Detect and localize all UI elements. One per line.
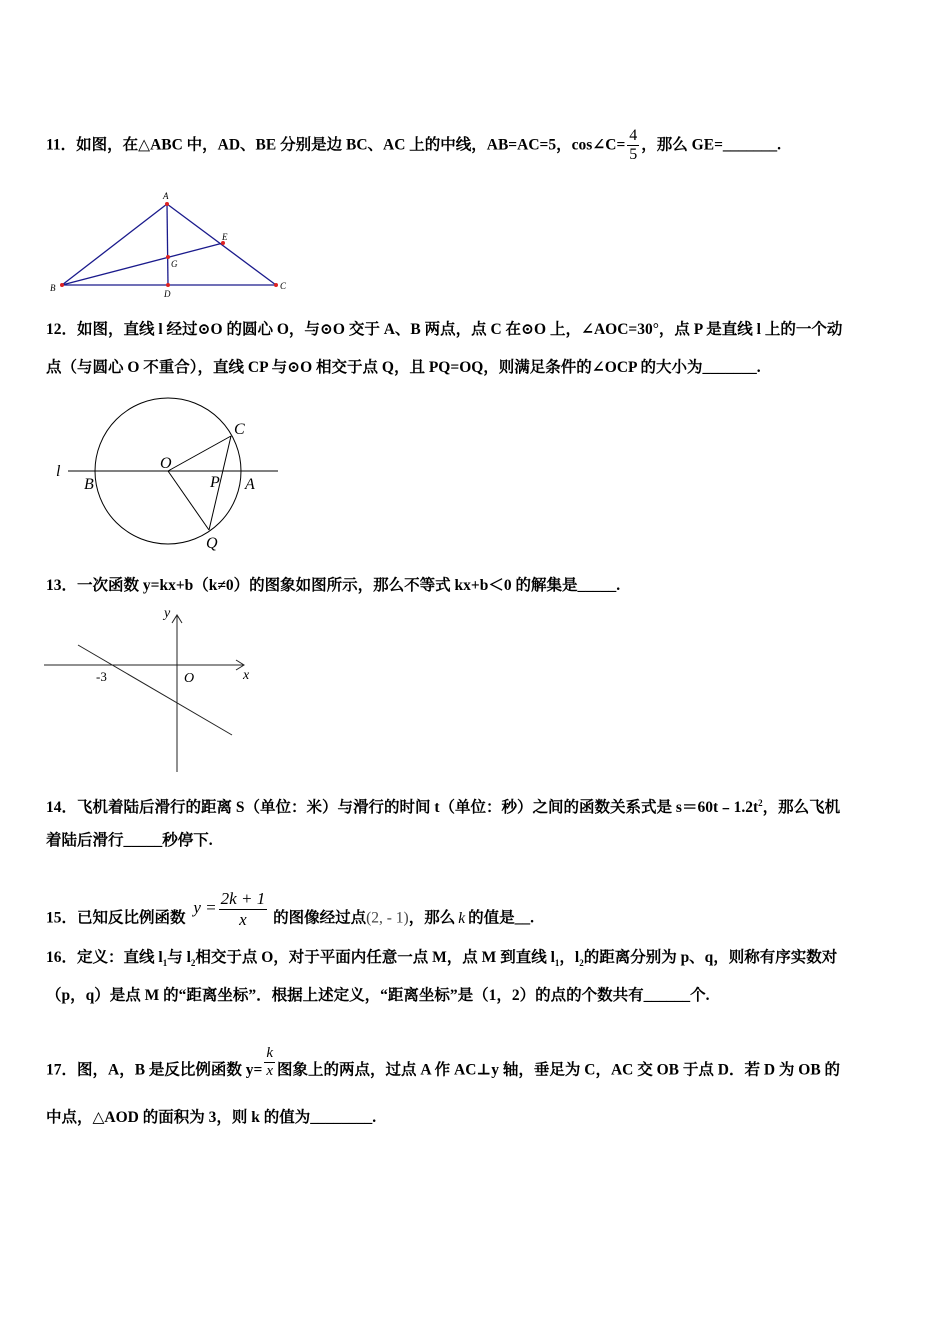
q16-sub1: 1 <box>162 958 168 969</box>
q14-line1-post: ，那么飞机 <box>762 799 841 817</box>
q17-line1 <box>46 1045 840 1081</box>
label-b: B <box>50 283 56 293</box>
label-q: Q <box>206 535 218 552</box>
q14-line2: 着陆后滑行_____秒停下. <box>46 832 213 849</box>
point-c <box>274 283 278 287</box>
q13-graph-figure <box>44 607 264 772</box>
edge-ac <box>167 204 276 285</box>
label-c: C <box>234 421 245 438</box>
q15-k: k <box>458 909 466 927</box>
q11-text-pre: 11．如图，在△ABC 中，AD、BE 分别是边 BC、AC 上的中线，AB=AC=5，cos∠C= <box>46 136 626 154</box>
label-l: l <box>56 463 61 480</box>
label-a: A <box>163 191 169 201</box>
q15-text-post: 的值是__. <box>468 909 535 927</box>
median-ad <box>167 204 168 285</box>
q15-fraction <box>219 889 268 929</box>
segment-oq <box>168 471 209 530</box>
label-d: D <box>164 289 171 299</box>
q14-line1-pre: 14．飞机着陆后滑行的距离 S（单位：米）与滑行的时间 t（单位：秒）之间的函数关系式是 s＝60t﹣1.2t <box>46 799 759 817</box>
q16-sub3: 1 <box>554 958 560 969</box>
q11-text-post: ，那么 GE=_______. <box>641 136 782 154</box>
q16-l1-e: 的距离分别为 p、q，则称有序实数对 <box>583 949 838 966</box>
label-c: C <box>280 281 287 291</box>
q15-text-pre: 15．已知反比例函数 <box>46 909 186 927</box>
label-o: O <box>184 671 195 686</box>
median-be <box>62 243 223 285</box>
q17-text-pre: 17．图，A，B 是反比例函数 y= <box>46 1061 263 1079</box>
q14-line1 <box>46 793 840 818</box>
q15-point: (2, - 1) <box>366 909 409 927</box>
q16-l1-c: 相交于点 O，对于平面内任意一点 M，点 M 到直线 l <box>195 949 555 966</box>
label-o: O <box>160 455 172 472</box>
q12-line1: 12．如图，直线 l 经过⊙O 的圆心 O，与⊙O 交于 A、B 两点，点 C 在⊙O 上，∠AOC=30°，点 P 是直线 l 上的一个动 <box>46 321 843 338</box>
label-e: E <box>222 232 228 242</box>
point-b <box>60 283 64 287</box>
q15-line <box>46 889 534 929</box>
graph-line <box>78 645 232 735</box>
segment-oc <box>168 436 231 471</box>
q16-sub2: 2 <box>190 958 196 969</box>
q17-frac-num: k <box>264 1045 275 1063</box>
q12-line2: 点（与圆心 O 不重合），直线 CP 与⊙O 相交于点 Q，且 PQ=OQ，则满足条件的∠OCP 的大小为_______. <box>46 359 761 376</box>
q12-circle-figure <box>46 396 286 556</box>
q16-l1-d: ，l <box>559 949 580 966</box>
point-a <box>165 202 169 206</box>
label-y: y <box>164 606 171 621</box>
edge-ab <box>62 204 167 285</box>
point-d <box>166 283 170 287</box>
label-a: A <box>245 476 255 493</box>
q11-line <box>46 127 781 165</box>
q17-frac-den: x <box>266 1063 274 1080</box>
label-x: x <box>243 668 250 683</box>
q15-text-mid2: ，那么 <box>408 909 456 927</box>
q11-fraction <box>627 127 639 165</box>
q17-line2: 中点，△AOD 的面积为 3，则 k 的值为________. <box>46 1109 377 1126</box>
q11-triangle-figure <box>46 188 306 303</box>
q11-frac-num: 4 <box>627 127 639 146</box>
q16-l1-b: 与 l <box>167 949 191 966</box>
q16-line1 <box>46 948 837 973</box>
label-b: B <box>84 476 94 493</box>
q13-line: 13．一次函数 y=kx+b（k≠0）的图象如图所示，那么不等式 kx+b＜0 的解集是_____. <box>46 577 621 594</box>
label-minus3: -3 <box>96 669 107 684</box>
q17-fraction <box>264 1045 275 1081</box>
q16-line2: （p，q）是点 M 的“距离坐标”．根据上述定义，“距离坐标”是（1，2）的点的个数共有______个. <box>46 987 710 1004</box>
point-g <box>166 255 170 259</box>
q17-text-post: 图象上的两点，过点 A 作 AC⊥y 轴，垂足为 C，AC 交 OB 于点 D．若 D 为 OB 的 <box>277 1061 841 1079</box>
q14-line1-sup: 2 <box>758 798 763 808</box>
q11-frac-den: 5 <box>629 146 638 164</box>
q15-y-eq: y = <box>193 897 217 917</box>
q16-l1-a: 16．定义：直线 l <box>46 949 163 966</box>
q15-frac-den: x <box>239 909 247 929</box>
q16-sub4: 2 <box>579 958 584 969</box>
q15-text-mid: 的图像经过点 <box>273 909 367 927</box>
q15-frac-num: 2k + 1 <box>220 889 266 908</box>
label-p: P <box>210 474 220 491</box>
label-g: G <box>171 259 178 269</box>
